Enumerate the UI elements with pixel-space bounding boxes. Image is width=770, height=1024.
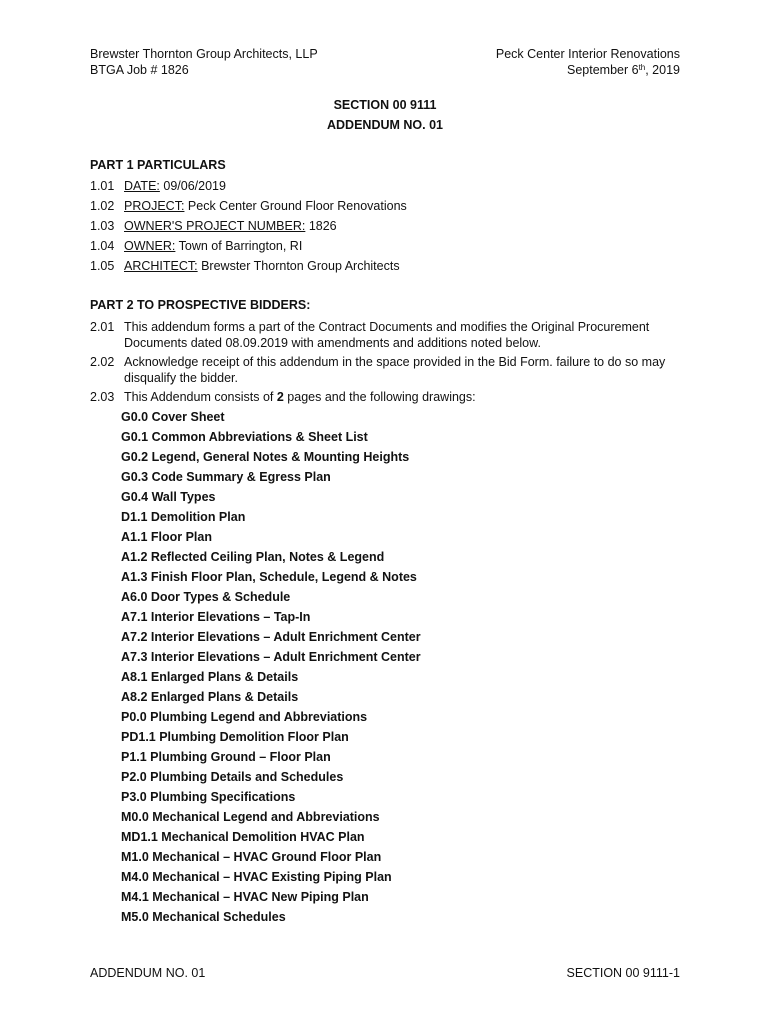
drawing-item: MD1.1 Mechanical Demolition HVAC Plan (121, 830, 365, 844)
item-value: Peck Center Ground Floor Renovations (184, 199, 407, 213)
item-value: Brewster Thornton Group Architects (197, 259, 400, 273)
date-ordinal: th (638, 63, 646, 72)
item-label: ARCHITECT: (124, 259, 198, 273)
header-left (90, 46, 318, 78)
header-date (496, 62, 680, 78)
footer-left: ADDENDUM NO. 01 (90, 966, 206, 980)
item-text-line: This addendum forms a part of the Contract Documents and modifies the Original Procurement (124, 320, 650, 334)
part2-heading: PART 2 TO PROSPECTIVE BIDDERS: (90, 298, 311, 312)
drawing-item: G0.3 Code Summary & Egress Plan (121, 470, 331, 484)
item-label: DATE: (124, 179, 160, 193)
item-text-line: Acknowledge receipt of this addendum in the space provided in the Bid Form. failure to do so may (124, 355, 666, 369)
section-title: SECTION 00 9111 (333, 98, 437, 112)
drawing-item: G0.2 Legend, General Notes & Mounting Heights (121, 450, 410, 464)
item-label: PROJECT: (124, 199, 185, 213)
item-number: 2.01 (90, 320, 115, 334)
item-text: pages and the following drawings: (283, 390, 476, 404)
drawing-item: P0.0 Plumbing Legend and Abbreviations (121, 710, 368, 724)
job-number: BTGA Job # 1826 (90, 63, 189, 77)
project-name: Peck Center Interior Renovations (495, 47, 680, 61)
addendum-title: ADDENDUM NO. 01 (327, 118, 443, 132)
page-count: 2 (276, 390, 284, 404)
drawing-item: A6.0 Door Types & Schedule (121, 590, 291, 604)
drawing-item: P1.1 Plumbing Ground – Floor Plan (121, 750, 331, 764)
drawing-item: P2.0 Plumbing Details and Schedules (121, 770, 344, 784)
item-text-line: Documents dated 08.09.2019 with amendments and additions noted below. (124, 336, 541, 350)
drawing-item: A7.1 Interior Elevations – Tap-In (121, 610, 311, 624)
header-right (496, 46, 680, 78)
drawing-item: A8.1 Enlarged Plans & Details (121, 670, 299, 684)
drawing-item: D1.1 Demolition Plan (121, 510, 246, 524)
item-value: 1826 (305, 219, 337, 233)
item-value: Town of Barrington, RI (175, 239, 303, 253)
item-text-line: disqualify the bidder. (124, 371, 238, 385)
drawing-item: A1.2 Reflected Ceiling Plan, Notes & Legend (121, 550, 385, 564)
date-suffix: , 2019 (645, 63, 680, 77)
firm-name: Brewster Thornton Group Architects, LLP (90, 47, 318, 61)
item-number: 1.04 (90, 239, 115, 253)
drawing-item: A1.3 Finish Floor Plan, Schedule, Legend & Notes (121, 570, 417, 584)
drawing-item: M4.1 Mechanical – HVAC New Piping Plan (121, 890, 369, 904)
part1-heading: PART 1 PARTICULARS (90, 158, 226, 172)
item-value: 09/06/2019 (159, 179, 226, 193)
item-number: 1.05 (90, 259, 115, 273)
drawing-item: A7.3 Interior Elevations – Adult Enrichment Center (121, 650, 421, 664)
item-number: 1.01 (90, 179, 115, 193)
drawing-item: A8.2 Enlarged Plans & Details (121, 690, 299, 704)
item-label: OWNER'S PROJECT NUMBER: (124, 219, 306, 233)
drawing-item: M5.0 Mechanical Schedules (121, 910, 286, 924)
drawing-item: G0.4 Wall Types (121, 490, 216, 504)
date-prefix: September 6 (566, 63, 639, 77)
drawing-item: A1.1 Floor Plan (121, 530, 212, 544)
footer-right: SECTION 00 9111-1 (566, 966, 680, 980)
drawing-item: A7.2 Interior Elevations – Adult Enrichment Center (121, 630, 421, 644)
item-label: OWNER: (124, 239, 176, 253)
drawing-item: M1.0 Mechanical – HVAC Ground Floor Plan (121, 850, 382, 864)
drawing-item: P3.0 Plumbing Specifications (121, 790, 296, 804)
drawing-item: G0.1 Common Abbreviations & Sheet List (121, 430, 368, 444)
item-number: 2.02 (90, 355, 115, 369)
item-number: 1.02 (90, 199, 115, 213)
drawing-item: G0.0 Cover Sheet (121, 410, 225, 424)
item-number: 2.03 (90, 390, 115, 404)
drawing-item: M0.0 Mechanical Legend and Abbreviations (121, 810, 380, 824)
drawing-item: PD1.1 Plumbing Demolition Floor Plan (121, 730, 349, 744)
item-number: 1.03 (90, 219, 115, 233)
item-text: This Addendum consists of (124, 390, 277, 404)
drawing-item: M4.0 Mechanical – HVAC Existing Piping Plan (121, 870, 392, 884)
